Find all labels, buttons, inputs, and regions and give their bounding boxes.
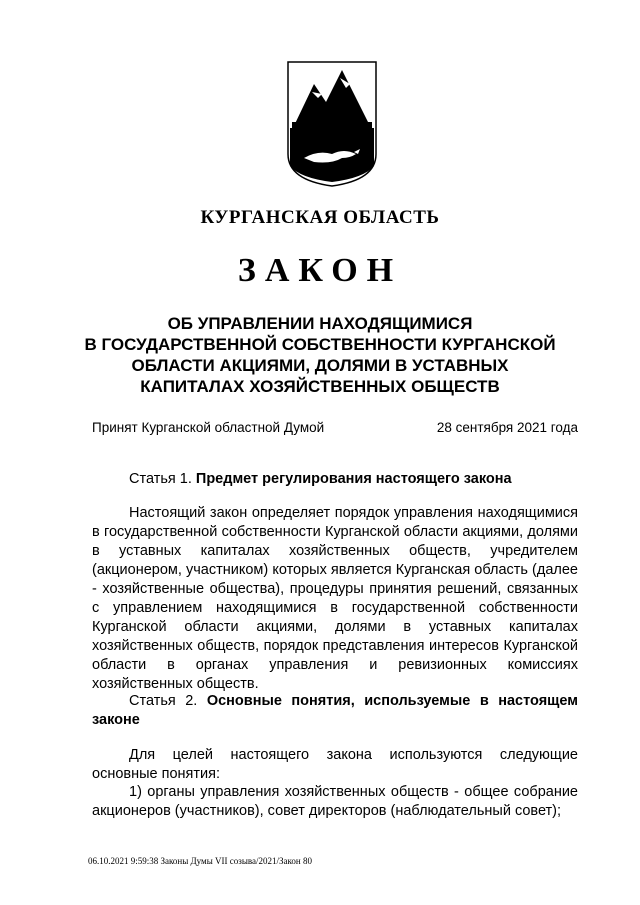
article-2-prefix: Статья 2. bbox=[129, 693, 198, 709]
law-title-line: В ГОСУДАРСТВЕННОЙ СОБСТВЕННОСТИ КУРГАНСКОЙ bbox=[84, 335, 556, 354]
article-1-heading bbox=[92, 470, 578, 489]
footer-stamp: 06.10.2021 9:59:38 Законы Думы VII созыва/2021/Закон 80 bbox=[88, 856, 312, 866]
law-title-line: КАПИТАЛАХ ХОЗЯЙСТВЕННЫХ ОБЩЕСТВ bbox=[140, 377, 500, 396]
article-2-heading bbox=[92, 692, 578, 749]
article-1-text: Настоящий закон определяет порядок управления находящимися в государственной собственности Курганской области акциями, долями в уставных капиталах хозяйственных обществ, учредителем (акционером, участником) которых является Курганская область (далее - хозяйственные общества), процедуры принятия решений, связанных с управлением находящимися в государственной собственности Курганской области акциями, долями в уставных капиталах хозяйственных обществ, порядок представления интересов Курганской области в органах управления и ревизионных комиссиях хозяйственных обществ. bbox=[92, 505, 578, 692]
region-name: КУРГАНСКАЯ ОБЛАСТЬ bbox=[200, 207, 440, 228]
article-2-item-1: 1) органы управления хозяйственных обществ - общее собрание акционеров (участников), совет директоров (наблюдательный совет); bbox=[92, 784, 578, 819]
article-2-title: Основные понятия, используемые в настоящем законе bbox=[92, 693, 578, 728]
article-1-title: Предмет регулирования настоящего закона bbox=[195, 471, 512, 487]
law-title bbox=[60, 313, 580, 397]
adopted-by: Принят Курганской областной Думой bbox=[92, 420, 325, 435]
article-2-intro: Для целей настоящего закона используются следующие основные понятия: bbox=[92, 747, 578, 782]
law-title-line: ОБЛАСТИ АКЦИЯМИ, ДОЛЯМИ В УСТАВНЫХ bbox=[131, 356, 509, 375]
document-type: ЗАКОН bbox=[237, 252, 403, 289]
coat-of-arms-emblem bbox=[284, 58, 380, 188]
article-1-prefix: Статья 1. bbox=[129, 471, 192, 487]
adoption-date: 28 сентября 2021 года bbox=[436, 420, 578, 435]
law-title-line: ОБ УПРАВЛЕНИИ НАХОДЯЩИМИСЯ bbox=[167, 314, 473, 333]
adoption-line bbox=[92, 420, 578, 435]
